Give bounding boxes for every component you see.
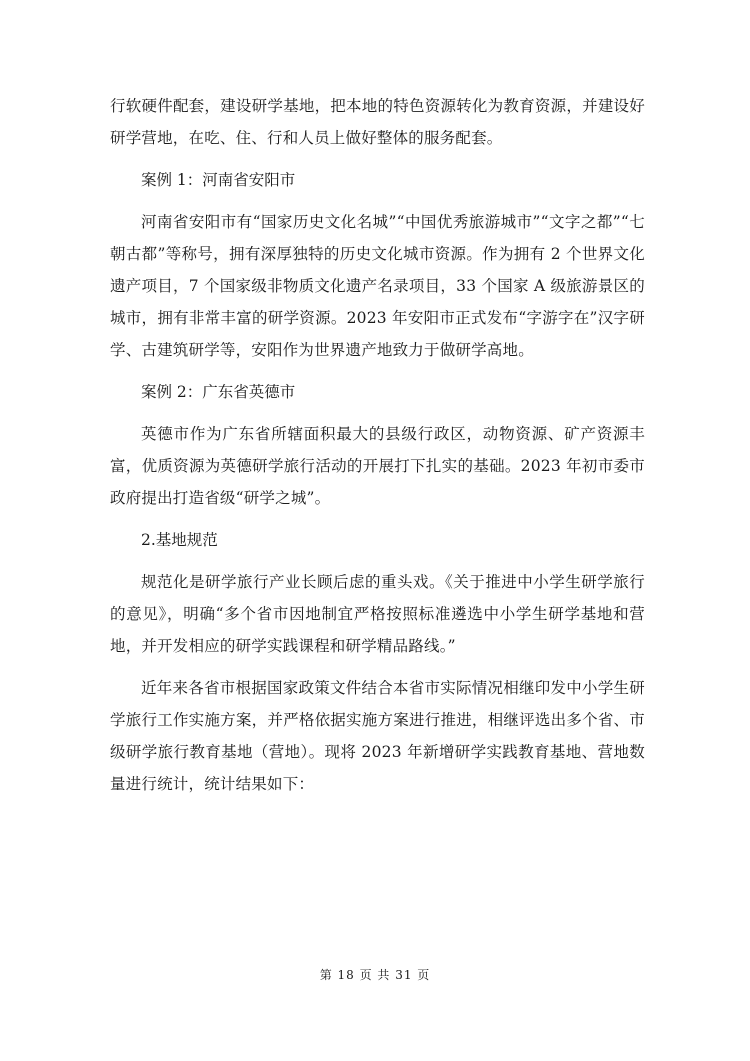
- paragraph-standardization: 规范化是研学旅行产业长顾后虑的重头戏。《关于推进中小学生研学旅行的意见》，明确“多个省市因地制宜严格按照标准遴选中小学生研学基地和营地，并开发相应的研学实践课程和研学精品路线。”: [110, 573, 645, 655]
- paragraph-yingde: 英德市作为广东省所辖面积最大的县级行政区，动物资源、矿产资源丰富，优质资源为英德研学旅行活动的开展打下扎实的基础。2023 年初市委市政府提出打造省级“研学之城”。: [110, 425, 645, 507]
- page-number-footer: 第 18 页 共 31 页: [319, 968, 431, 982]
- case-2-heading: 案例 2：广东省英德市: [141, 383, 296, 401]
- paragraph-continuation: 行软硬件配套，建设研学基地，把本地的特色资源转化为教育资源，并建设好研学营地，在吃、住、行和人员上做好整体的服务配套。: [110, 97, 645, 147]
- document-body: [110, 90, 645, 810]
- section-heading-base-standards: 2.基地规范: [141, 531, 218, 549]
- paragraph-anyang: 河南省安阳市有“国家历史文化名城”“中国优秀旅游城市”“文字之都”“七朝古都”等称号，拥有深厚独特的历史文化城市资源。作为拥有 2 个世界文化遗产项目，7 个国家级非物质文化遗产名录项目，33 个国家 A 级旅游景区的城市，拥有非常丰富的研学资源。2023 年安阳市正式发布“字游字在”汉字研学、古建筑研学等，安阳作为世界遗产地致力于做研学高地。: [110, 213, 645, 359]
- case-1-heading: 案例 1：河南省安阳市: [141, 171, 296, 189]
- paragraph-statistics-intro: 近年来各省市根据国家政策文件结合本省市实际情况相继印发中小学生研学旅行工作实施方案，并严格依据实施方案进行推进，相继评选出多个省、市级研学旅行教育基地（营地）。现将 2023 年新增研学实践教育基地、营地数量进行统计，统计结果如下：: [110, 679, 645, 793]
